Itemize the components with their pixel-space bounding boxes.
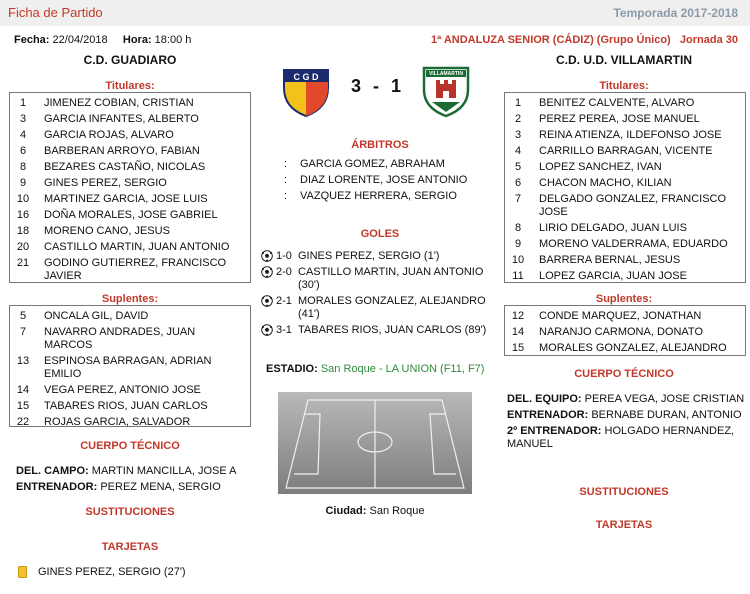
goal-score: 3-1 <box>276 324 292 336</box>
away-subs-list <box>504 305 746 356</box>
season-label: Temporada 2017-2018 <box>613 6 738 20</box>
player-name: GODINO GUTIERREZ, FRANCISCO JAVIER <box>44 256 227 282</box>
player-name: DELGADO GONZALEZ, FRANCISCO JOSE <box>539 192 727 218</box>
player-number: 6 <box>19 144 27 157</box>
player-name: BEZARES CASTAÑO, NICOLAS <box>44 160 206 173</box>
player-number: 9 <box>514 237 522 250</box>
player-number: 9 <box>19 176 27 189</box>
player-number: 4 <box>19 128 27 141</box>
player-name: BARRERA BERNAL, JESUS <box>539 253 681 266</box>
player-row <box>10 308 250 324</box>
player-row <box>505 268 745 284</box>
date-label: Fecha: <box>14 34 50 46</box>
away-staff-row: 2º ENTRENADOR: HOLGADO HERNANDEZ, MANUEL <box>507 425 735 450</box>
player-row <box>505 236 745 252</box>
player-row <box>10 191 250 207</box>
player-number: 1 <box>514 96 522 109</box>
player-number: 13 <box>16 354 30 367</box>
player-row <box>10 143 250 159</box>
player-row <box>10 207 250 223</box>
player-row <box>10 398 250 414</box>
player-name: CASTILLO MARTIN, JUAN ANTONIO <box>44 240 230 253</box>
player-row <box>505 111 745 127</box>
player-name: MORENO CANO, JESUS <box>44 224 170 237</box>
player-name: REINA ATIENZA, ILDEFONSO JOSE <box>539 128 722 141</box>
player-row <box>10 111 250 127</box>
goal-row <box>261 266 501 292</box>
player-name: NARANJO CARMONA, DONATO <box>539 325 703 338</box>
away-staff-row: ENTRENADOR: BERNABE DURAN, ANTONIO <box>507 409 742 421</box>
player-row <box>10 382 250 398</box>
time-value: 18:00 h <box>154 34 192 46</box>
home-team-name: C.D. GUADIARO <box>83 53 177 67</box>
score-separator: - <box>373 76 379 96</box>
yellow-card-icon <box>18 566 27 578</box>
player-number: 11 <box>512 269 524 282</box>
player-number: 5 <box>514 160 522 173</box>
soccer-ball-icon <box>261 295 273 307</box>
player-number: 3 <box>19 112 27 125</box>
city-name: San Roque <box>369 505 425 517</box>
goal-scorer: CASTILLO MARTIN, JUAN ANTONIO (30') <box>298 266 484 291</box>
player-row <box>10 223 250 239</box>
home-staff-row: ENTRENADOR: PEREZ MENA, SERGIO <box>16 481 221 493</box>
referee-row: : DIAZ LORENTE, JOSE ANTONIO <box>284 174 468 186</box>
player-name: LOPEZ GARCIA, JUAN JOSE <box>539 269 687 282</box>
player-row <box>10 324 250 353</box>
home-substitutions-title: SUSTITUCIONES <box>85 506 175 518</box>
player-name: CARRILLO BARRAGAN, VICENTE <box>539 144 713 157</box>
soccer-ball-icon <box>261 250 273 262</box>
player-row <box>10 127 250 143</box>
home-starters-list <box>9 92 251 283</box>
round-label: Jornada 30 <box>679 34 738 46</box>
card-row <box>18 566 186 578</box>
goal-score: 2-0 <box>276 266 292 278</box>
player-name: BARBERAN ARROYO, FABIAN <box>44 144 200 157</box>
goal-scorer: TABARES RIOS, JUAN CARLOS (89') <box>298 324 487 336</box>
home-subs-list <box>9 305 251 427</box>
player-number: 15 <box>16 399 30 412</box>
player-row <box>505 324 745 340</box>
player-row <box>505 127 745 143</box>
svg-text:C G D: C G D <box>293 72 319 82</box>
player-number: 7 <box>514 192 522 205</box>
player-row <box>505 159 745 175</box>
player-row <box>505 191 745 220</box>
away-staff <box>507 393 747 451</box>
away-team-crest <box>420 62 472 118</box>
player-name: TABARES RIOS, JUAN CARLOS <box>44 399 208 412</box>
time-label: Hora: <box>122 34 152 46</box>
home-subs-title: Suplentes: <box>101 293 159 305</box>
player-number: 18 <box>16 224 30 237</box>
player-number: 14 <box>16 383 30 396</box>
away-staff-title: CUERPO TÉCNICO <box>574 368 674 380</box>
player-name: ESPINOSA BARRAGAN, ADRIAN EMILIO <box>44 354 212 380</box>
player-number: 2 <box>514 112 522 125</box>
player-number: 15 <box>511 341 525 354</box>
player-number: 21 <box>16 256 30 269</box>
scoreboard <box>340 76 412 97</box>
player-row <box>10 353 250 382</box>
player-row <box>10 175 250 191</box>
player-name: BENITEZ CALVENTE, ALVARO <box>539 96 695 109</box>
player-number: 1 <box>19 96 27 109</box>
stadium-name: San Roque - LA UNION (F11, F7) <box>320 363 485 375</box>
home-staff-row: DEL. CAMPO: MARTIN MANCILLA, JOSE A <box>16 465 237 477</box>
player-name: JIMENEZ COBIAN, CRISTIAN <box>44 96 194 109</box>
referees-title: ÁRBITROS <box>351 139 409 151</box>
player-name: GARCIA INFANTES, ALBERTO <box>44 112 199 125</box>
referees-list <box>284 156 514 204</box>
referee-row: : VAZQUEZ HERRERA, SERGIO <box>284 190 457 202</box>
home-starters-title: Titulares: <box>105 80 155 92</box>
player-name: DOÑA MORALES, JOSE GABRIEL <box>44 208 218 221</box>
player-row <box>505 143 745 159</box>
goal-row <box>261 295 501 321</box>
goal-row <box>261 250 501 263</box>
page-title: Ficha de Partido <box>8 5 103 20</box>
player-name: LOPEZ SANCHEZ, IVAN <box>539 160 662 173</box>
player-row <box>10 255 250 284</box>
away-crest-label: VILLAMARTIN <box>429 71 463 77</box>
away-staff-row: DEL. EQUIPO: PEREA VEGA, JOSE CRISTIAN <box>507 393 745 405</box>
player-name: NAVARRO ANDRADES, JUAN MARCOS <box>44 325 196 351</box>
player-name: LIRIO DELGADO, JUAN LUIS <box>539 221 687 234</box>
player-number: 5 <box>19 309 27 322</box>
player-name: MORALES GONZALEZ, ALEJANDRO <box>539 341 727 354</box>
player-row <box>505 340 745 356</box>
player-row <box>505 175 745 191</box>
home-cards-title: TARJETAS <box>101 541 159 553</box>
stadium-label: ESTADIO: <box>266 363 318 375</box>
away-team-name: C.D. U.D. VILLAMARTIN <box>556 53 692 67</box>
player-number: 7 <box>19 325 27 338</box>
player-row <box>505 252 745 268</box>
player-row <box>10 159 250 175</box>
player-number: 3 <box>514 128 522 141</box>
soccer-ball-icon <box>261 324 273 336</box>
home-score: 3 <box>350 76 361 96</box>
player-number: 10 <box>16 192 30 205</box>
player-name: MARTINEZ GARCIA, JOSE LUIS <box>44 192 208 205</box>
player-number: 14 <box>511 325 525 338</box>
player-name: GARCIA ROJAS, ALVARO <box>44 128 174 141</box>
card-player: GINES PEREZ, SERGIO (27') <box>38 566 186 578</box>
goal-scorer: MORALES GONZALEZ, ALEJANDRO (41') <box>298 295 486 320</box>
competition-info <box>431 34 738 46</box>
away-starters-list <box>504 92 746 283</box>
player-number: 12 <box>511 309 525 322</box>
player-number: 16 <box>16 208 30 221</box>
goal-row <box>261 324 501 337</box>
home-staff <box>16 465 256 494</box>
player-number: 20 <box>16 240 30 253</box>
player-name: PEREZ PEREA, JOSE MANUEL <box>539 112 700 125</box>
player-row <box>10 414 250 430</box>
football-pitch-icon <box>278 392 472 494</box>
player-number: 10 <box>511 253 525 266</box>
player-row <box>505 220 745 236</box>
stadium-field-image <box>278 392 472 494</box>
player-name: MORENO VALDERRAMA, EDUARDO <box>539 237 728 250</box>
player-number: 22 <box>16 415 30 428</box>
player-name: VEGA PEREZ, ANTONIO JOSE <box>44 383 201 396</box>
player-number: 8 <box>514 221 522 234</box>
goals-title: GOLES <box>360 228 400 240</box>
date-value: 22/04/2018 <box>52 34 108 46</box>
away-subs-title: Suplentes: <box>595 293 653 305</box>
home-staff-title: CUERPO TÉCNICO <box>80 440 180 452</box>
player-number: 6 <box>514 176 522 189</box>
player-row <box>10 95 250 111</box>
player-name: CONDE MARQUEZ, JONATHAN <box>539 309 702 322</box>
referee-row: : GARCIA GOMEZ, ABRAHAM <box>284 158 445 170</box>
city-label: Ciudad: <box>325 505 367 517</box>
soccer-ball-icon <box>261 266 273 278</box>
player-row <box>10 239 250 255</box>
away-cards-title: TARJETAS <box>595 519 653 531</box>
player-number: 4 <box>514 144 522 157</box>
competition-name: 1ª ANDALUZA SENIOR (CÁDIZ) (Grupo Único) <box>430 34 671 46</box>
city-info <box>278 505 472 517</box>
goal-score: 1-0 <box>276 250 292 262</box>
goal-scorer: GINES PEREZ, SERGIO (1') <box>298 250 440 262</box>
away-substitutions-title: SUSTITUCIONES <box>579 486 669 498</box>
stadium-info <box>266 363 484 375</box>
player-name: GINES PEREZ, SERGIO <box>44 176 167 189</box>
player-row <box>505 308 745 324</box>
home-team-crest <box>280 62 332 118</box>
goals-list <box>261 250 501 340</box>
goal-score: 2-1 <box>276 295 292 307</box>
match-date-time <box>14 34 191 46</box>
player-name: ONCALA GIL, DAVID <box>44 309 149 322</box>
player-number: 8 <box>19 160 27 173</box>
player-row <box>505 95 745 111</box>
player-name: ROJAS GARCIA, SALVADOR <box>44 415 191 428</box>
away-score: 1 <box>391 76 402 96</box>
away-starters-title: Titulares: <box>599 80 649 92</box>
player-name: CHACON MACHO, KILIAN <box>539 176 672 189</box>
home-crest-icon <box>280 62 332 118</box>
